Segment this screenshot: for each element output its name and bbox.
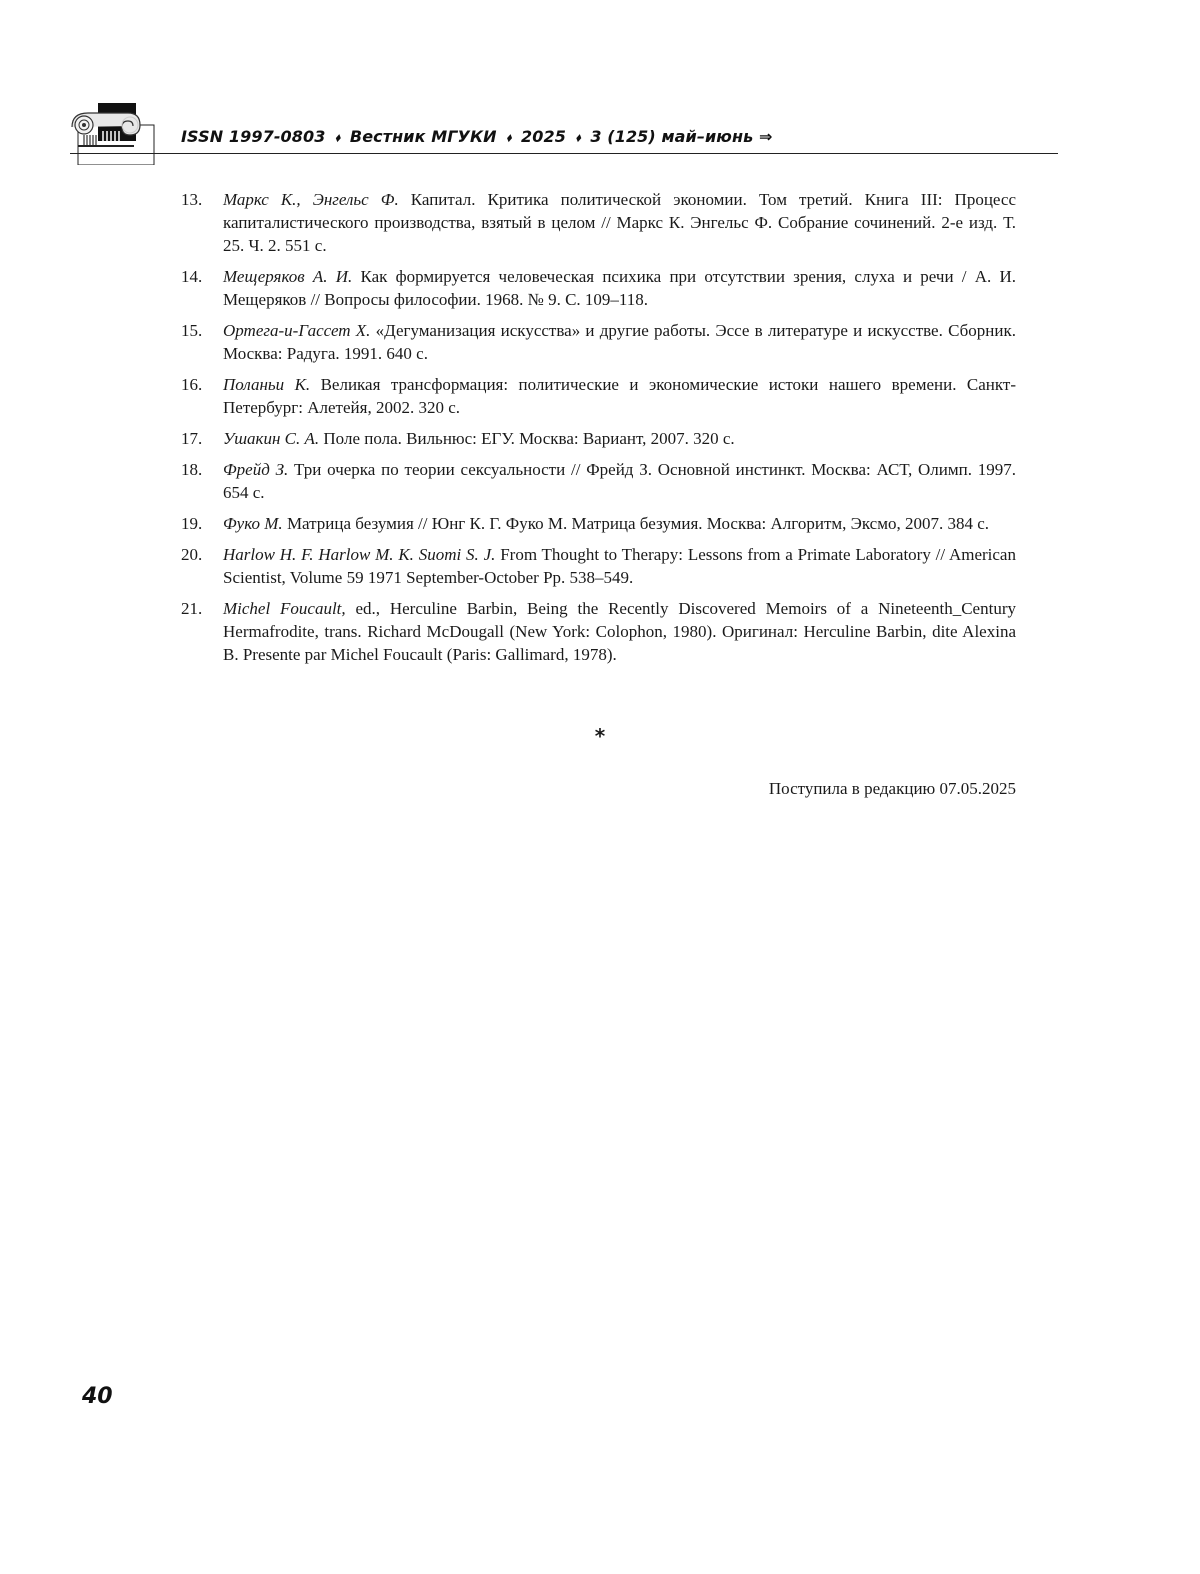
header-separator: ⬧ [506,131,512,144]
reference-citation: «Дегуманизация искусства» и другие работы. Эссе в литературе и искусстве. Сборник. Москва: Радуга. 1991. 640 с. [223,321,1016,363]
header-separator: ⬧ [575,131,581,144]
reference-item [181,458,1016,504]
reference-author: Harlow H. F. Harlow M. K. Suomi S. J. [223,545,496,564]
reference-number: 14. [181,267,203,286]
reference-text [223,373,1016,419]
reference-text [223,319,1016,365]
reference-number: 13. [181,190,203,209]
page-number: 40 [82,1384,113,1409]
reference-list [181,188,1016,674]
reference-number: 15. [181,321,203,340]
reference-number: 19. [181,514,203,533]
reference-text [223,265,1016,311]
running-header [181,127,773,146]
reference-item [181,597,1016,666]
reference-author: Ортега-и-Гассет Х. [223,321,371,340]
reference-citation: Три очерка по теории сексуальности // Фрейд З. Основной инстинкт. Москва: АСТ, Олимп. 1997. 654 с. [223,460,1016,502]
reference-citation: Поле пола. Вильнюс: ЕГУ. Москва: Вариант, 2007. 320 с. [319,429,735,448]
reference-author: Ушакин С. А. [223,429,320,448]
reference-author: Поланьи К. [223,375,311,394]
reference-text [223,597,1016,666]
reference-author: Фуко М. [223,514,283,533]
arrow-icon: ⇒ [758,127,773,146]
reference-citation: ed., Herculine Barbin, Being the Recently Discovered Memoirs of a Nineteenth_Century Hermafrodite, trans. Richard McDougall (New York: Colophon, 1980). Оригинал: Herculine Barbin, dite Alexina B. Presente par Michel Foucault (Paris: Gallimard, 1978). [223,599,1016,664]
reference-number: 20. [181,545,203,564]
reference-author: Маркс К., Энгельс Ф. [223,190,399,209]
reference-author: Фрейд З. [223,460,289,479]
reference-author: Мещеряков А. И. [223,267,353,286]
reference-item [181,427,1016,450]
journal-logo [70,103,160,165]
reference-author: Michel Foucault, [223,599,346,618]
reference-citation: Матрица безумия // Юнг К. Г. Фуко М. Матрица безумия. Москва: Алгоритм, Эксмо, 2007. 384 с. [282,514,990,533]
reference-number: 18. [181,460,203,479]
issue-number: 3 (125) май–июнь [590,127,754,146]
reference-item [181,543,1016,589]
reference-item [181,373,1016,419]
header-rule [70,153,1058,154]
reference-citation: From Thought to Therapy: Lessons from a Primate Laboratory // American Scientist, Volume 59 1971 September-October Pp. 538–549. [223,545,1016,587]
reference-item [181,188,1016,257]
reference-number: 21. [181,599,203,618]
reference-text [223,543,1016,589]
reference-number: 16. [181,375,203,394]
received-date: Поступила в редакцию 07.05.2025 [768,779,1016,798]
issue-year: 2025 [521,127,566,146]
journal-name: Вестник МГУКИ [349,127,497,146]
reference-number: 17. [181,429,203,448]
reference-text [223,188,1016,257]
section-separator: * [594,724,606,748]
reference-citation: Капитал. Критика политической экономии. Том третий. Книга III: Процесс капиталистического производства, взятый в целом // Маркс К. Энгельс Ф. Собрание сочинений. 2-е изд. Т. 25. Ч. 2. 551 с. [223,190,1016,255]
column-capital-icon [70,103,160,165]
reference-citation: Великая трансформация: политические и экономические истоки нашего времени. Санкт-Петербург: Алетейя, 2002. 320 с. [223,375,1017,417]
issn: ISSN 1997-0803 [181,127,326,146]
reference-text [223,512,1016,535]
reference-text [223,427,1016,450]
reference-item [181,512,1016,535]
reference-citation: Как формируется человеческая психика при отсутствии зрения, слуха и речи / А. И. Мещеряков // Вопросы философии. 1968. № 9. С. 109–118. [223,267,1017,309]
reference-text [223,458,1016,504]
reference-item [181,319,1016,365]
reference-item [181,265,1016,311]
header-separator: ⬧ [335,131,341,144]
